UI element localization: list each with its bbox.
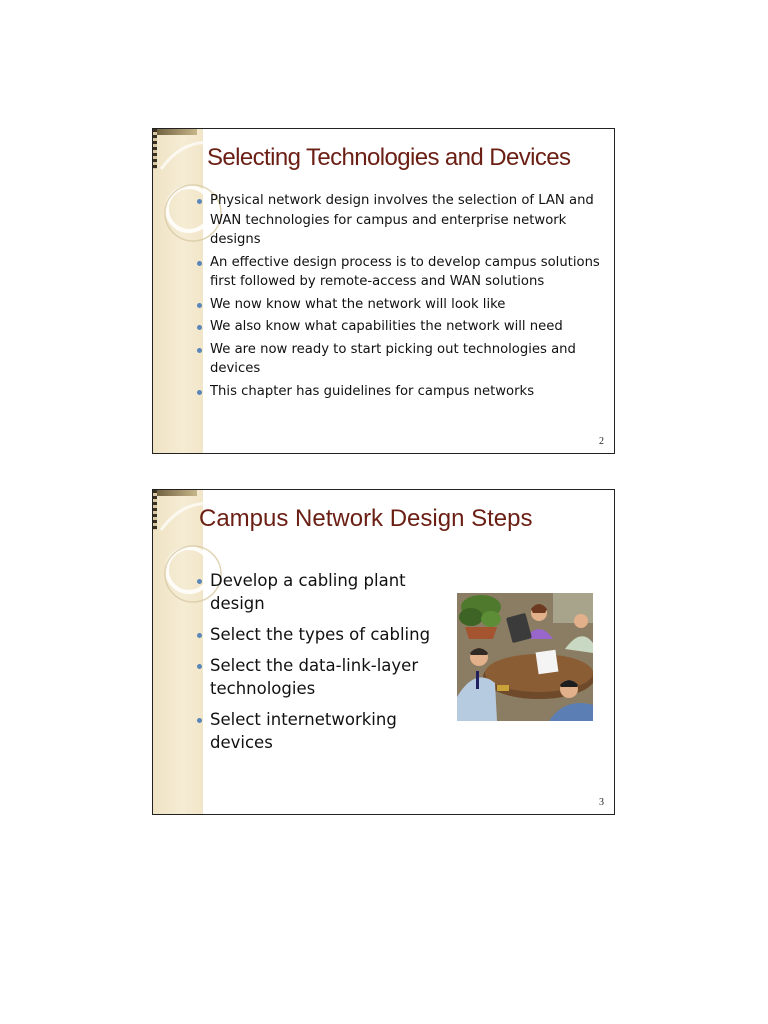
list-item: Select the types of cabling <box>197 623 457 646</box>
list-item: This chapter has guidelines for campus networks <box>197 382 602 402</box>
bullet-list <box>197 569 457 762</box>
bullet-icon <box>197 579 202 584</box>
list-item: Physical network design involves the selection of LAN and WAN technologies for campus and enterprise network designs <box>197 191 602 250</box>
list-item: We also know what capabilities the network will need <box>197 317 602 337</box>
bullet-icon <box>197 718 202 723</box>
list-item: An effective design process is to develop campus solutions first followed by remote-access and WAN solutions <box>197 253 602 292</box>
bullet-icon <box>197 633 202 638</box>
slide-3 <box>152 489 615 815</box>
bullet-icon <box>197 390 202 395</box>
bullet-icon <box>197 664 202 669</box>
bullet-list <box>197 191 602 404</box>
page-number: 2 <box>599 436 604 447</box>
list-item: Select the data-link-layer technologies <box>197 654 457 700</box>
slide-title: Campus Network Design Steps <box>199 505 533 532</box>
list-item: We now know what the network will look like <box>197 295 602 315</box>
list-item: Select internetworking devices <box>197 708 457 754</box>
bullet-icon <box>197 199 202 204</box>
bullet-icon <box>197 325 202 330</box>
page-number: 3 <box>599 797 604 808</box>
bullet-icon <box>197 303 202 308</box>
bullet-icon <box>197 261 202 266</box>
slide-2 <box>152 128 615 454</box>
bullet-icon <box>197 348 202 353</box>
slide-title: Selecting Technologies and Devices <box>207 144 571 171</box>
list-item: We are now ready to start picking out technologies and devices <box>197 340 602 379</box>
office-meeting-clipart <box>457 593 593 721</box>
list-item: Develop a cabling plant design <box>197 569 457 615</box>
